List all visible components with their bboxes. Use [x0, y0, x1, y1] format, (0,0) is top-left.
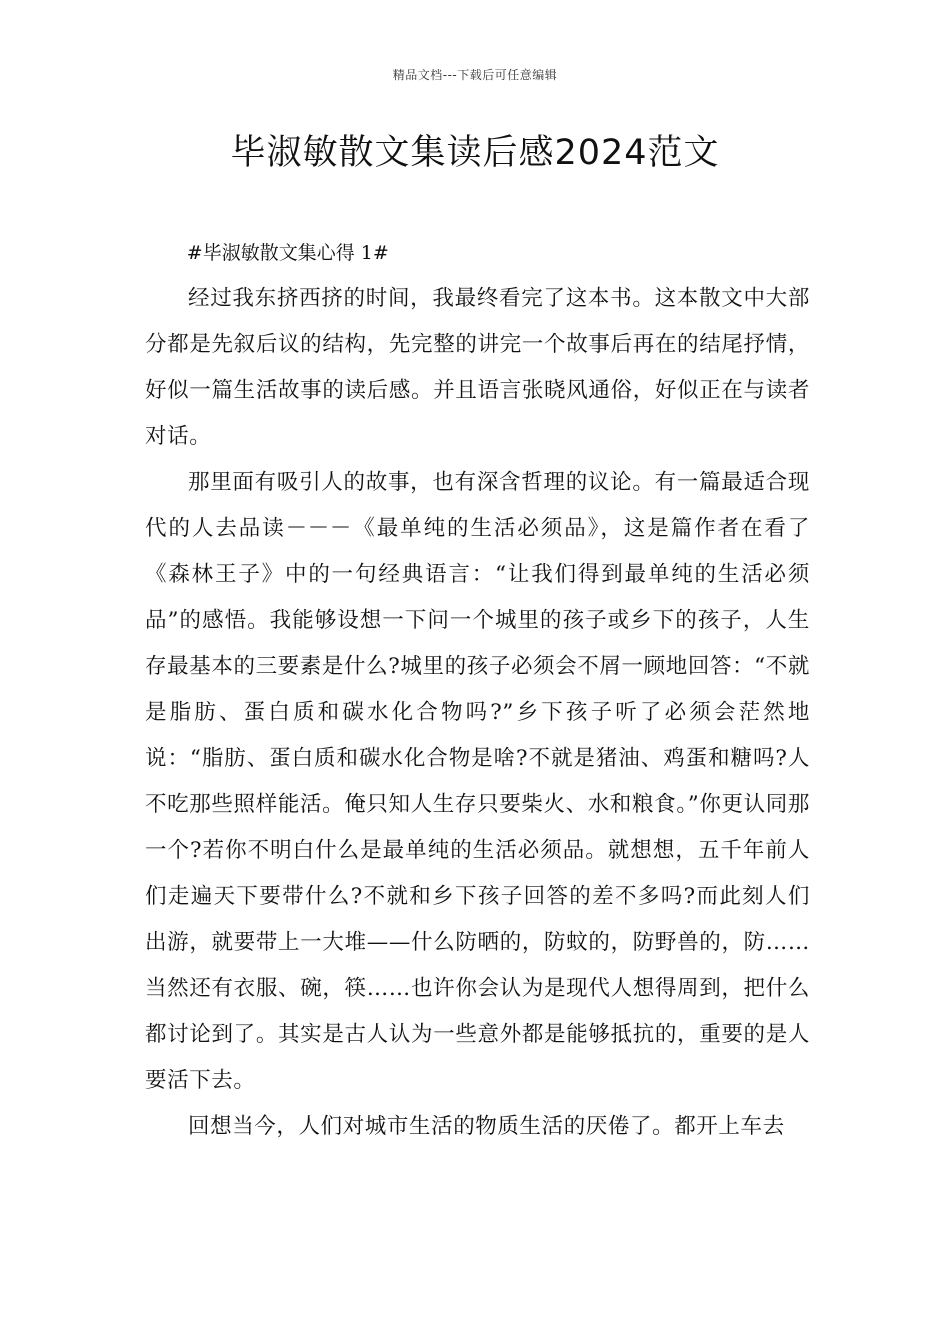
paragraph-3: 回想当今，人们对城市生活的物质生活的厌倦了。都开上车去	[188, 1114, 785, 1139]
page-header: 精品文档---下载后可任意编辑	[392, 68, 558, 82]
document-title: 毕淑敏散文集读后感2024范文	[230, 133, 720, 173]
section-subheading: #毕淑敏散文集心得 1#	[186, 242, 389, 264]
paragraph-1: 经过我东挤西挤的时间，我最终看完了这本书。这本散文中大部分都是先叙后议的结构，先完整的讲完一个故事后再在的结尾抒情，好似一篇生活故事的读后感。并且语言张晓风通俗，好似正在与读者对话。	[145, 286, 810, 449]
document-body	[145, 230, 810, 1150]
paragraph-2: 那里面有吸引人的故事，也有深含哲理的议论。有一篇最适合现代的人去品读－－－《最单纯的生活必须品》，这是篇作者在看了《森林王子》中的一句经典语言：“让我们得到最单纯的生活必须品”的感悟。我能够设想一下问一个城里的孩子或乡下的孩子，人生存最基本的三要素是什么?城里的孩子必须会不屑一顾地回答：“不就是脂肪、蛋白质和碳水化合物吗?”乡下孩子听了必须会茫然地说：“脂肪、蛋白质和碳水化合物是啥?不就是猪油、鸡蛋和糖吗?人不吃那些照样能活。俺只知人生存只要柴火、水和粮食。”你更认同那一个?若你不明白什么是最单纯的生活必须品。就想想，五千年前人们走遍天下要带什么?不就和乡下孩子回答的差不多吗?而此刻人们出游，就要带上一大堆——什么防晒的，防蚊的，防野兽的，防……当然还有衣服、碗，筷……也许你会认为是现代人想得周到，把什么都讨论到了。其实是古人认为一些意外都是能够抵抗的，重要的是人要活下去。	[145, 470, 810, 1093]
